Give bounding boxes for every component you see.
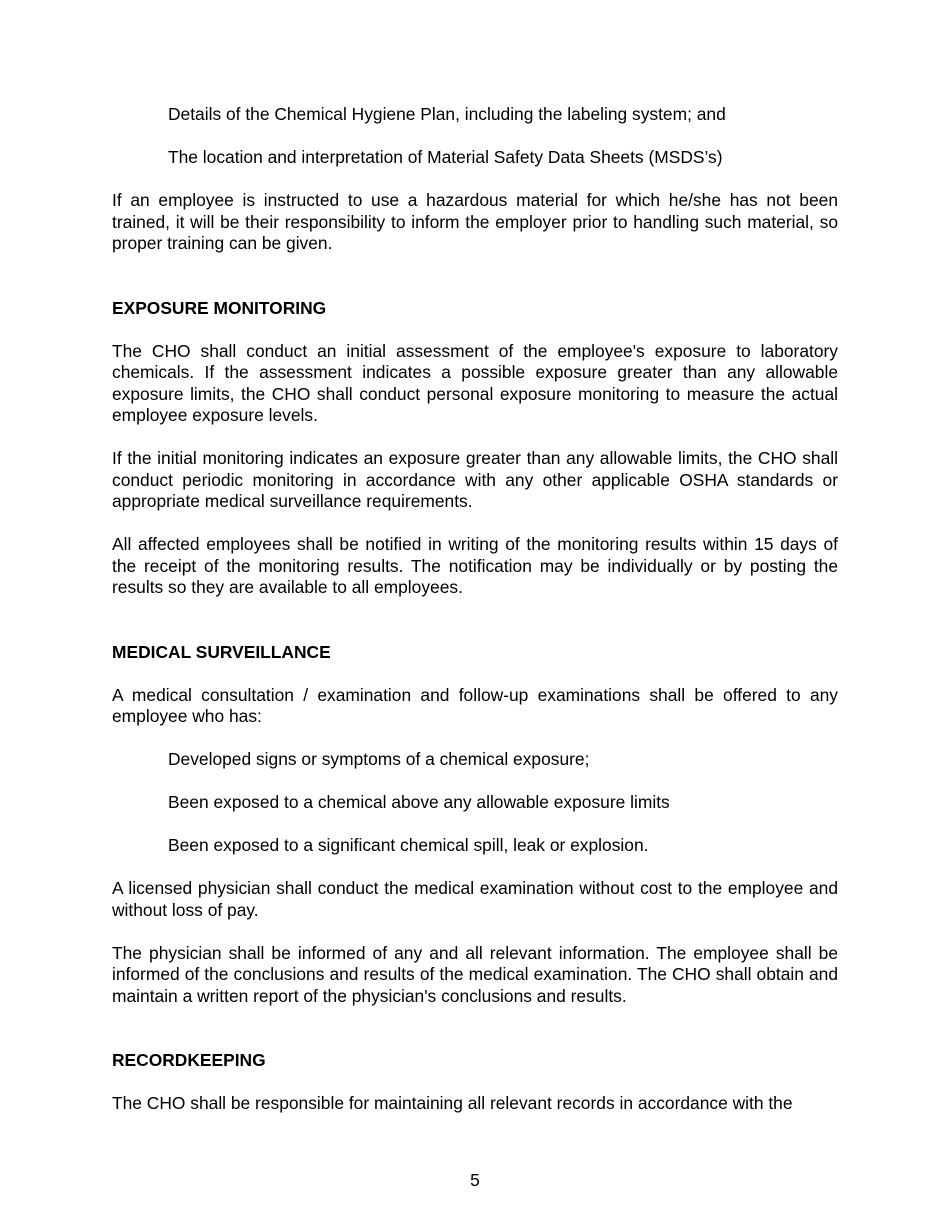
heading-medical-surveillance: MEDICAL SURVEILLANCE (112, 641, 331, 662)
medical-paragraph-physician-cost: A licensed physician shall conduct the medical examination without cost to the employee and without loss of pay. (112, 878, 838, 920)
heading-recordkeeping: RECORDKEEPING (112, 1050, 266, 1070)
page-number: 5 (470, 1170, 480, 1190)
exposure-paragraph-initial-assessment: The CHO shall conduct an initial assessment of the employee's exposure to laboratory chemicals. If the assessment indicates a possible exposure greater than any allowable exposure limits, the CHO shall conduct personal exposure monitoring to measure the actual employee exposure levels. (112, 340, 838, 425)
recordkeeping-paragraph: The CHO shall be responsible for maintaining all relevant records in accordance with the (112, 1093, 793, 1113)
medical-intro-paragraph: A medical consultation / examination and follow-up examinations shall be offered to any employee who has: (112, 684, 838, 726)
intro-bullet-msds-location: The location and interpretation of Material Safety Data Sheets (MSDS’s) (168, 147, 723, 167)
exposure-paragraph-periodic-monitoring: If the initial monitoring indicates an exposure greater than any allowable limits, the CHO shall conduct periodic monitoring in accordance with any other applicable OSHA standards or appropriate medical surveillance requirements. (112, 448, 838, 511)
medical-bullet-above-limits: Been exposed to a chemical above any allowable exposure limits (168, 792, 670, 812)
medical-bullet-spill: Been exposed to a significant chemical spill, leak or explosion. (168, 835, 649, 855)
exposure-paragraph-notification: All affected employees shall be notified in writing of the monitoring results within 15 days of the receipt of the monitoring results. The notification may be individually or by posting the results so they are available to all employees. (112, 534, 838, 597)
intro-paragraph-training-responsibility: If an employee is instructed to use a hazardous material for which he/she has not been trained, it will be their responsibility to inform the employer prior to handling such material, so proper training can be given. (112, 190, 838, 253)
intro-bullet-chemical-hygiene-plan: Details of the Chemical Hygiene Plan, including the labeling system; and (168, 104, 726, 124)
heading-exposure-monitoring: EXPOSURE MONITORING (112, 297, 327, 318)
medical-paragraph-physician-informed: The physician shall be informed of any and all relevant information. The employee shall be informed of the conclusions and results of the medical examination. The CHO shall obtain and maintain a written report of the physician's conclusions and results. (112, 942, 838, 1006)
medical-bullet-symptoms: Developed signs or symptoms of a chemical exposure; (168, 749, 590, 769)
page-content (112, 104, 838, 1115)
